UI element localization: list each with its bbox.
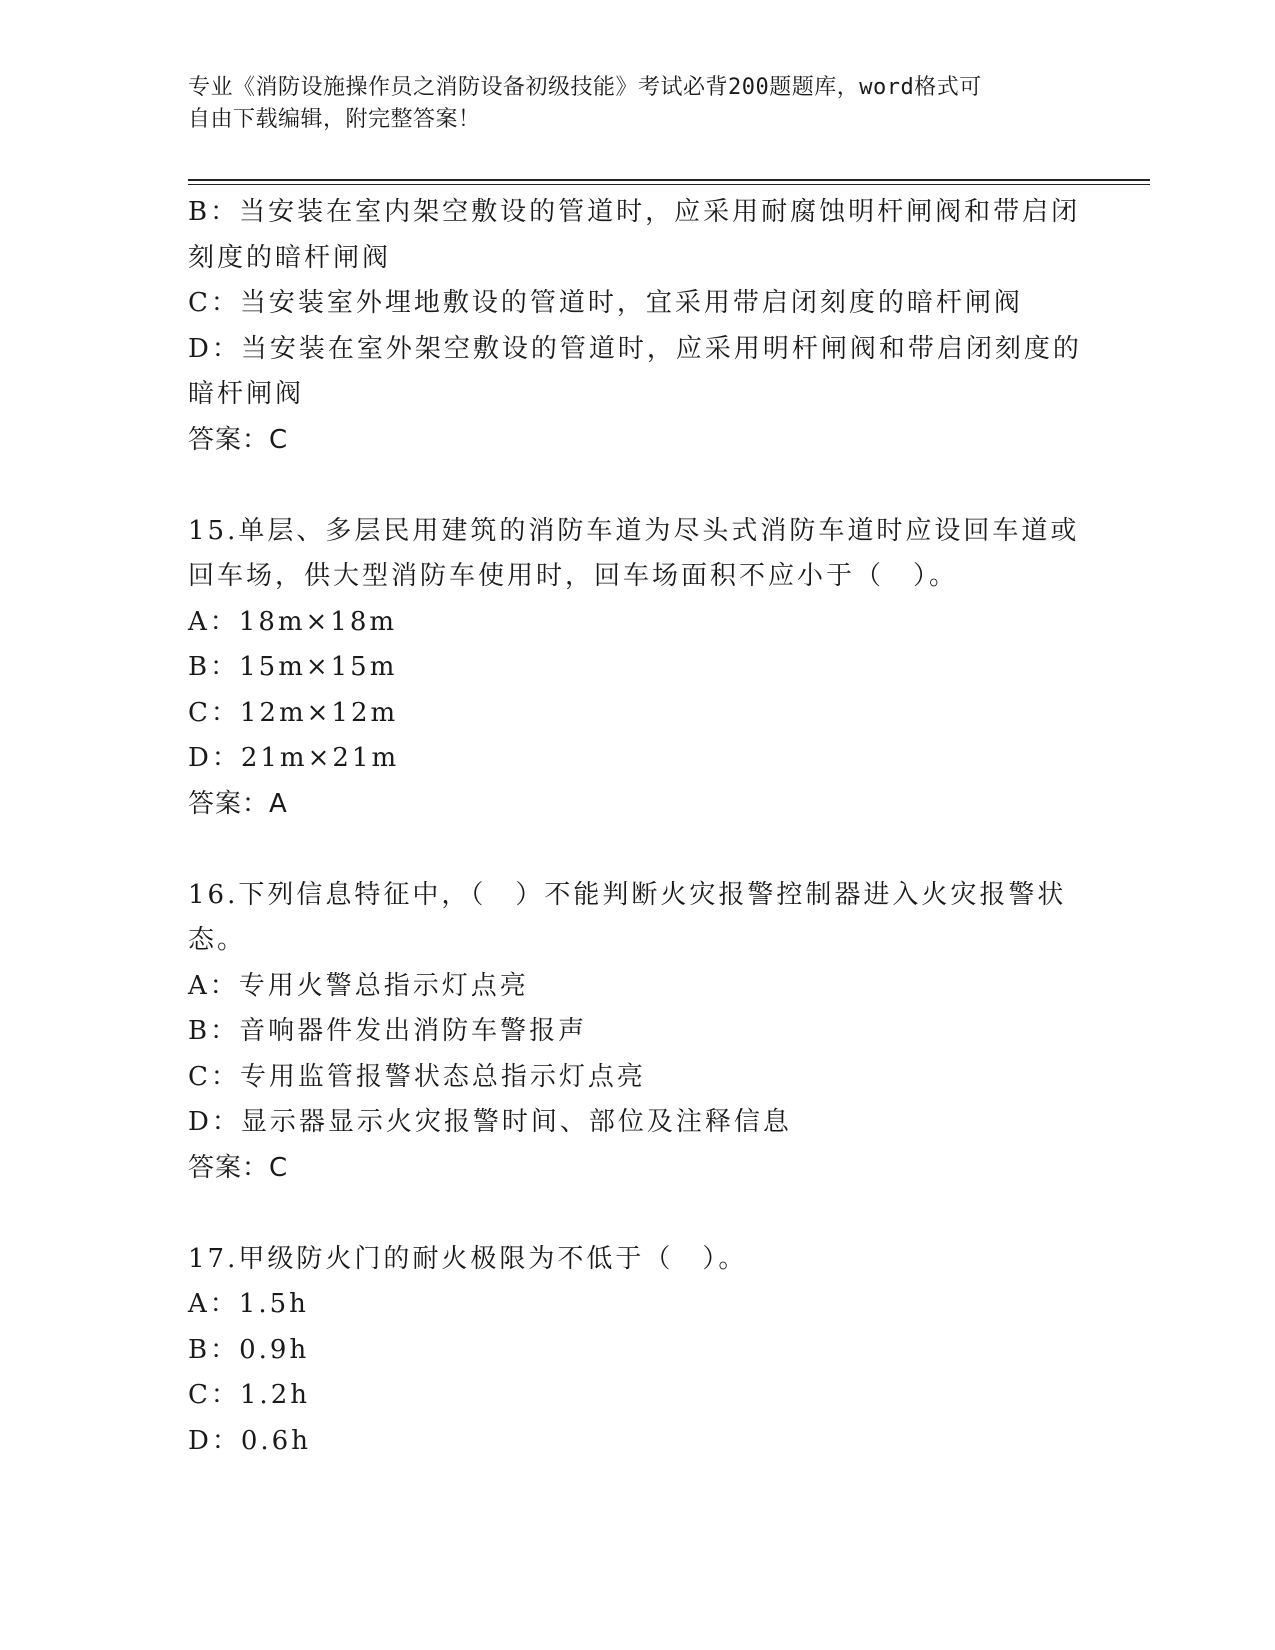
option-c: C：1.2h <box>188 1380 310 1410</box>
header-divider <box>188 179 1150 181</box>
spacer <box>188 463 1078 509</box>
option-b: B：15m×15m <box>188 652 398 682</box>
question-stem-continued: 回车场，供大型消防车使用时，回车场面积不应小于（ ）。 <box>188 561 959 591</box>
document-header <box>188 72 1068 136</box>
option-c: C：专用监管报警状态总指示灯点亮 <box>188 1061 646 1092</box>
question-stem: 15.单层、多层民用建筑的消防车道为尽头式消防车道时应设回车道或 <box>188 515 1080 546</box>
question-stem: 16.下列信息特征中，（ ）不能判断火灾报警控制器进入火灾报警状 <box>188 879 1067 910</box>
header-divider-thin <box>188 184 1150 185</box>
option-c: C：12m×12m <box>188 697 399 728</box>
question-stem: 17.甲级防火门的耐火极限为不低于（ ）。 <box>188 1243 748 1274</box>
question-stem-continued: 态。 <box>188 925 247 955</box>
question-14 <box>188 190 1082 463</box>
answer: 答案：C <box>188 424 289 455</box>
spacer <box>188 1191 1078 1237</box>
answer: 答案：C <box>188 1152 289 1183</box>
option-d: D：当安装在室外架空敷设的管道时，应采用明杆闸阀和带启闭刻度的 <box>188 333 1082 364</box>
option-a: A：专用火警总指示灯点亮 <box>188 970 529 1001</box>
document-body <box>188 190 1082 1464</box>
option-d: D：21m×21m <box>188 743 400 773</box>
answer: 答案：A <box>188 788 288 819</box>
option-b: B：0.9h <box>188 1334 310 1365</box>
option-d-continued: 暗杆闸阀 <box>188 379 305 409</box>
question-16 <box>188 873 1078 1192</box>
option-c: C：当安装室外埋地敷设的管道时，宜采用带启闭刻度的暗杆闸阀 <box>188 288 1023 318</box>
option-d: D：0.6h <box>188 1425 311 1456</box>
option-a: A：1.5h <box>188 1289 309 1319</box>
option-d: D：显示器显示火灾报警时间、部位及注释信息 <box>188 1107 792 1137</box>
option-a: A：18m×18m <box>188 606 398 637</box>
question-15 <box>188 509 1078 828</box>
option-b: B：当安装在室内架空敷设的管道时，应采用耐腐蚀明杆闸阀和带启闭 <box>188 197 1081 227</box>
option-b: B：音响器件发出消防车警报声 <box>188 1016 588 1046</box>
spacer <box>188 827 1078 873</box>
header-line: 自由下载编辑，附完整答案！ <box>188 107 481 132</box>
question-17 <box>188 1237 1078 1465</box>
option-b-continued: 刻度的暗杆闸阀 <box>188 242 392 273</box>
header-line: 专业《消防设施操作员之消防设备初级技能》考试必背200题题库，word格式可 <box>188 75 982 100</box>
